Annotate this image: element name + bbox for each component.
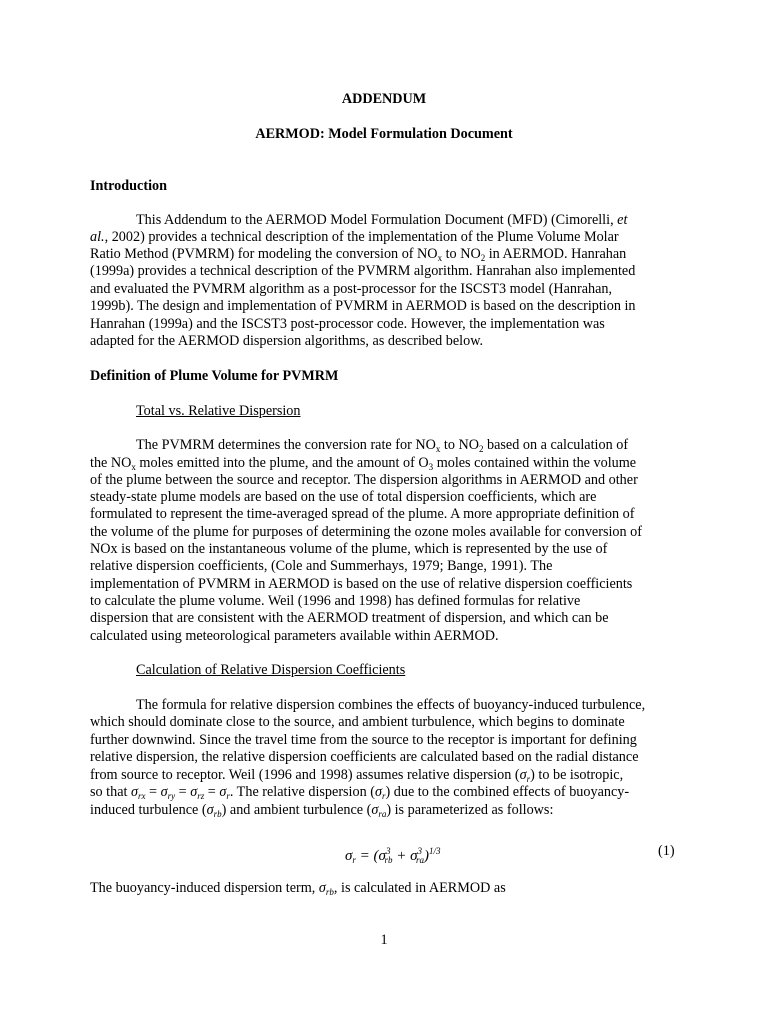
definition-line-10: to calculate the plume volume. Weil (1996 and 1998) has defined formulas for relative [90,593,581,609]
intro-line-8: adapted for the AERMOD dispersion algorithms, as described below. [90,333,484,349]
definition-line-9: implementation of PVMRM in AERMOD is based on the use of relative dispersion coefficients [90,576,633,592]
calculation-line-1: The formula for relative dispersion combines the effects of buoyancy-induced turbulence, [136,697,646,713]
definition-line-8: relative dispersion coefficients, (Cole and Summerhays, 1979; Bange, 1991). The [90,558,553,574]
document-subtitle: AERMOD: Model Formulation Document [255,126,513,142]
intro-line-5: and evaluated the PVMRM algorithm as a post-processor for the ISCST3 model (Hanrahan, [90,281,613,297]
intro-line-1: This Addendum to the AERMOD Model Formulation Document (MFD) (Cimorelli, et [136,212,628,228]
calculation-line-7: induced turbulence $(\sigma_{rb})$ and ambient turbulence $(\sigma_{ra})$ is parameterized as follows: [90,802,554,819]
intro-line-7: Hanrahan (1999a) and the ISCST3 post-processor code. However, the implementation was [90,316,605,332]
calculation-line-3: further downwind. Since the travel time from the source to the receptor is important for defining [90,732,637,748]
definition-line-12: calculated using meteorological parameters available within AERMOD. [90,628,499,644]
definition-line-4: steady-state plume models are based on the use of total dispersion coefficients, which are [90,489,597,505]
calculation-line-4: relative dispersion, the relative dispersion coefficients are calculated based on the radial distance [90,749,639,765]
definition-line-5: formulated to represent the time-averaged spread of the plume. A more appropriate definition of [90,506,635,522]
definition-line-11: dispersion that are consistent with the AERMOD treatment of dispersion, and which can be [90,610,609,626]
subheading-total-vs-relative: Total vs. Relative Dispersion [136,403,301,419]
intro-line-2: al., 2002) provides a technical description of the implementation of the Plume Volume Molar [90,229,619,245]
intro-line-3: Ratio Method (PVMRM) for modeling the conversion of $NO_x$ to $NO_2$ in AERMOD. Hanrahan [90,246,627,263]
intro-line-6: 1999b). The design and implementation of PVMRM in AERMOD is based on the description in [90,298,636,314]
document-heading: ADDENDUM [341,91,427,107]
calculation-line-6: so that $\sigma_{rx} = \sigma_{ry} = \sigma_{rz} = \sigma_r$. The relative dispersion $(\sigma_r)$ due to the combined effects of buoyancy- [90,784,630,801]
calculation-line-2: which should dominate close to the source, and ambient turbulence, which begins to dominate [90,714,625,730]
definition-line-7: NOx is based on the instantaneous volume of the plume, which is represented by the use of [90,541,608,557]
section-heading-definition: Definition of Plume Volume for PVMRM [90,368,339,384]
closing-line: The buoyancy-induced dispersion term, $\sigma_{rb}$, is calculated in AERMOD as [90,880,506,897]
intro-line-4: (1999a) provides a technical description of the PVMRM algorithm. Hanrahan also implemented [90,263,636,279]
definition-line-2: the $NO_x$ moles emitted into the plume, and the amount of $O_3$ moles contained within the volume [90,455,637,472]
page-number: 1 [380,932,388,948]
equation-1: $\sigma_r = (\sigma^3_{rb} + \sigma^3_{ra})^{1/3}$ [345,846,441,865]
subheading-calculation: Calculation of Relative Dispersion Coefficients [136,662,406,678]
definition-line-6: the volume of the plume for purposes of determining the ozone moles available for conversion of [90,524,642,540]
section-heading-introduction: Introduction [90,178,167,194]
equation-number: (1) [658,843,675,859]
definition-line-1: The PVMRM determines the conversion rate for $NO_x$ to $NO_2$ based on a calculation of [136,437,629,454]
calculation-line-5: from source to receptor. Weil (1996 and 1998) assumes relative dispersion $(\sigma_r)$ to be isotropic, [90,767,624,784]
definition-line-3: of the plume between the source and receptor. The dispersion algorithms in AERMOD and other [90,472,638,488]
